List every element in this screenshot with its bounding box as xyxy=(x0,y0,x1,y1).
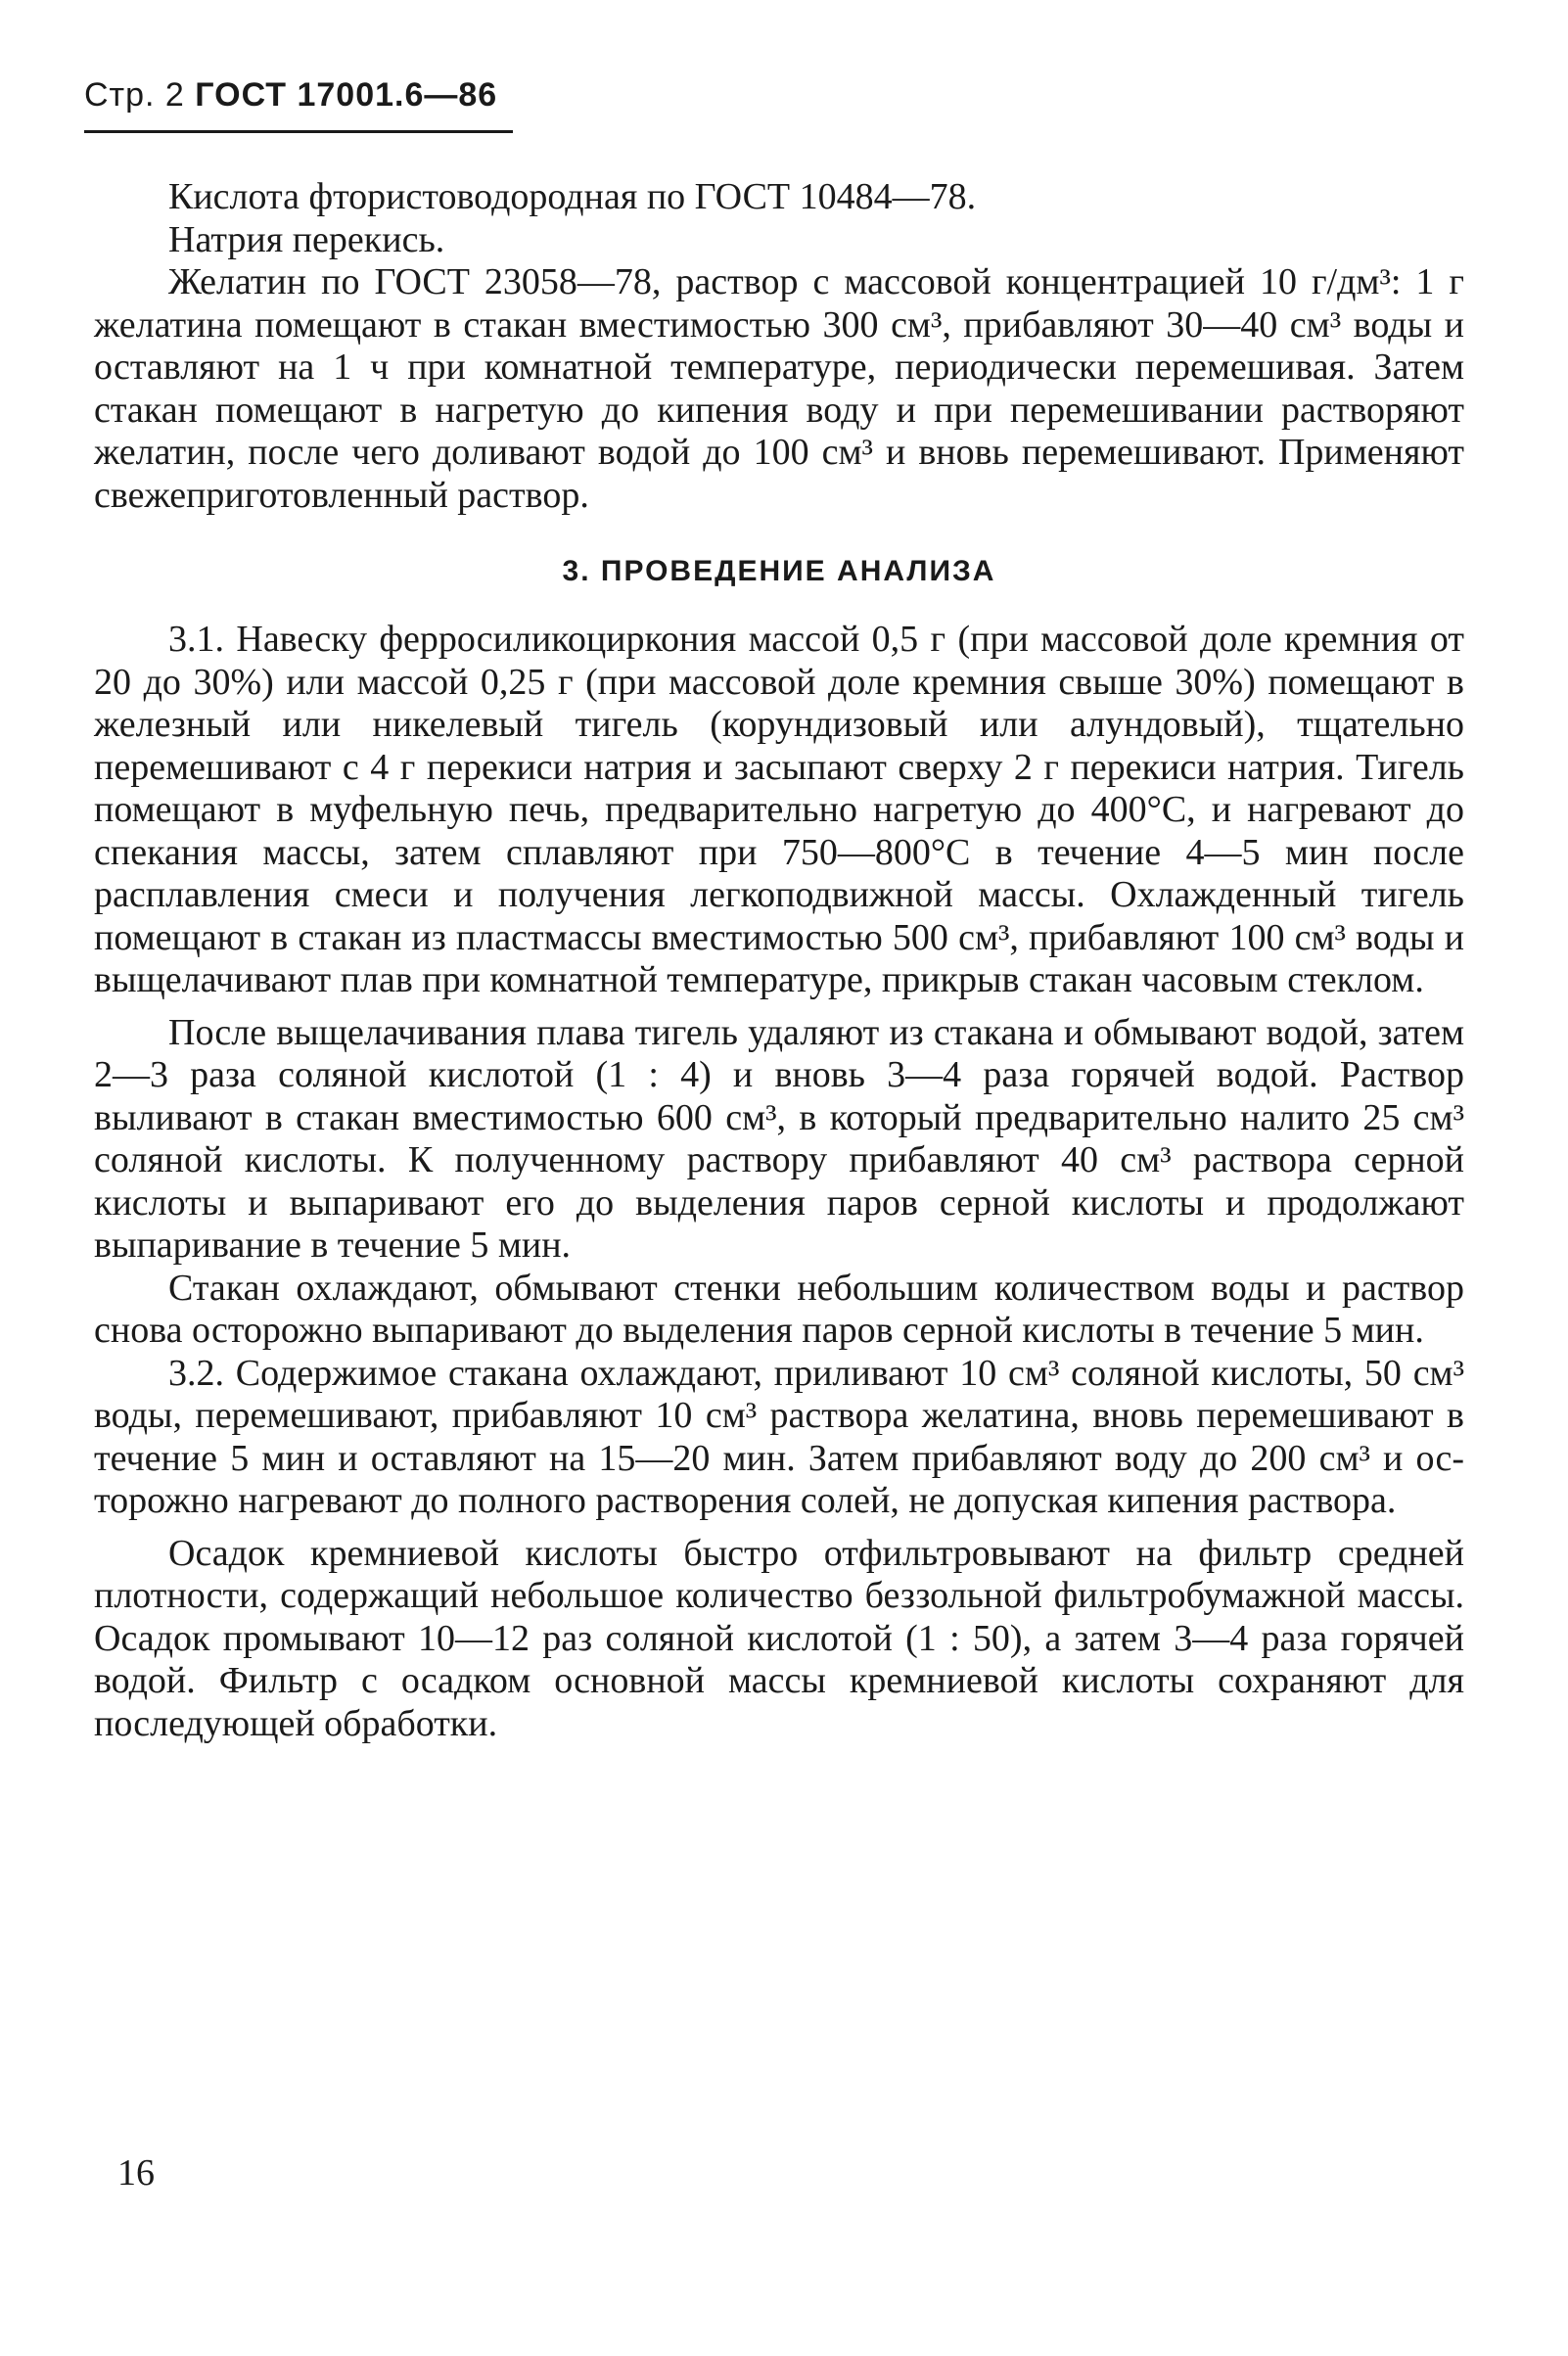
reagent-sodium-peroxide: Натрия перекись. xyxy=(168,218,445,260)
analysis-paragraph-3-1: 3.1. Навеску ферросиликоциркония массой 0,5 г (при массовой доле кремния от 20 до 30%) или массой 0,25 г (при массовой доле кремния свыше 30%) помещают в железный или никелевый тигель (корундизовый или алундовый), тщательно перемешивают с 4 г перекиси натрия и засыпают сверху 2 г перекиси натрия. Тигель помещают в муфельную печь, предварительно нагретую до 400°С, и нагревают до спекания массы, затем сплавляют при 750—800°С в течение 4—5 мин после расплавления смеси и получения легкоподвижной массы. Охлажденный тигель помещают в стакан из пластмассы вместимостью 500 см³, прибавляют 100 см³ воды и выщелачивают плав при комнатной температуре, прикрыв стакан часовым стеклом. xyxy=(94,619,1464,1000)
page-header xyxy=(84,76,497,115)
page-label: Стр. 2 xyxy=(84,76,185,114)
standard-number: ГОСТ 17001.6—86 xyxy=(195,76,498,114)
page-number: 16 xyxy=(117,2152,155,2194)
header-divider xyxy=(84,130,513,133)
analysis-paragraph-filtration: Осадок кремниевой кислоты быстро отфильтровывают на фильтр средней плотности, содержащий небольшое количество беззольной фильтробумажной массы. Осадок промывают 10—12 раз соляной кислотой (1 : 50), а затем 3—4 раза горячей водой. Фильтр с осадком основной массы кремниевой кислоты сохраняют для последующей обработки. xyxy=(94,1532,1464,1744)
section-title: 3. ПРОВЕДЕНИЕ АНАЛИЗА xyxy=(562,555,996,587)
analysis-paragraph-evaporation: Стакан охлаждают, обмывают стенки небольшим количеством воды и раствор снова осторожно выпаривают до выделения паров серной кислоты в течение 5 мин. xyxy=(94,1267,1464,1351)
analysis-paragraph-leaching: После выщелачивания плава тигель удаляют из стакана и обмывают водой, затем 2—3 раза соляной кислотой (1 : 4) и вновь 3—4 раза горячей водой. Раствор выливают в стакан вместимостью 600 см³, в который предварительно налито 25 см³ соляной кислоты. К полученному раствору прибавляют 40 см³ раствора серной кислоты и выпаривают его до выделения паров серной кислоты и продолжают выпаривание в течение 5 мин. xyxy=(94,1011,1464,1266)
reagent-hydrofluoric-acid: Кислота фтористоводородная по ГОСТ 10484—78. xyxy=(168,176,977,217)
document-body xyxy=(94,176,1464,1745)
reagent-gelatin: Желатин по ГОСТ 23058—78, раствор с массовой концентрацией 10 г/дм³: 1 г желатина помещают в стакан вместимостью 300 см³, прибавляют 30—40 см³ воды и оставляют на 1 ч при комнатной температуре, периодически перемешивая. Затем стакан помещают в нагретую до кипения воду и при перемешивании растворяют желатин, после чего доливают водой до 100 см³ и вновь перемешивают. Применяют свежеприготовленный раствор. xyxy=(94,261,1464,516)
analysis-paragraph-3-2: 3.2. Содержимое стакана охлаждают, приливают 10 см³ соляной кислоты, 50 см³ воды, перемешивают, прибавляют 10 см³ раствора желатина, вновь перемешивают в течение 5 мин и оставляют на 15—20 мин. Затем прибавляют воду до 200 см³ и осторожно нагревают до полного растворения солей, не допуская кипения раствора. xyxy=(94,1352,1464,1521)
